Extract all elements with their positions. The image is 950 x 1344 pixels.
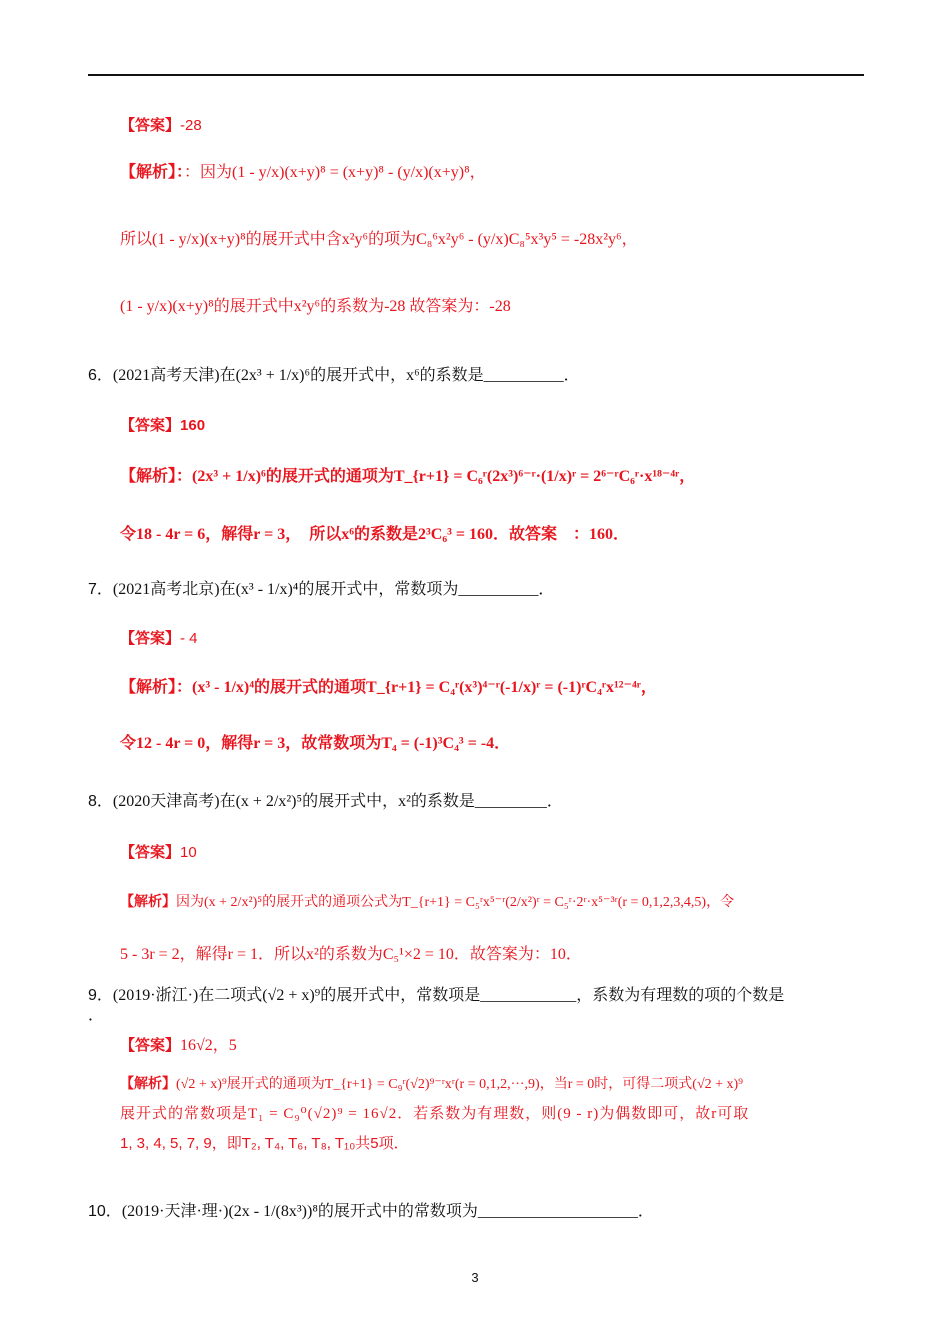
q10-number: 10． [88,1203,122,1220]
q9-analysis: (√2 + x)⁹展开式的通项为T_{r+1} = C₉ʳ(√2)⁹⁻ʳxʳ(r = 0,1,2,···,9)，当r = 0时，可得二项式(√2 + x)⁹ [176,1077,744,1092]
q9-answer-row [120,1035,237,1056]
header-rule [88,74,864,76]
q5-analysis-line1: ：因为(1 - y/x)(x+y)⁸ = (x+y)⁸ - (y/x)(x+y)⁸， [184,164,486,181]
q6-analysis-line2: 令18 - 4r = 6，解得r = 3， 所以x⁶的系数是2³C₆³ = 160．故答案 ：160． [120,526,630,543]
q8-number: 8． [88,793,113,810]
page-number: 3 [471,1270,479,1285]
q7-answer-row [120,628,198,649]
analysis-label: 【解析】： [120,164,185,181]
q8-text: (2020天津高考)在(x + 2/x²)⁵的展开式中，x²的系数是_________． [112,793,563,810]
q9-text: (2019·浙江·)在二项式(√2 + x)⁹的展开式中，常数项是____________，系数为有理数的项的个数是 [112,987,785,1004]
q8-answer-row [120,842,197,863]
answer-label: 【答案】 [120,1037,181,1054]
q8-question [88,792,563,812]
q9-number: 9． [88,987,113,1004]
q9-question-end: ． [88,1007,105,1024]
analysis-label: 【解析】 [120,1075,176,1091]
q7-analysis-line2: 令12 - 4r = 0，解得r = 3，故常数项为T₄ = (-1)³C₄³ = -4． [120,735,511,752]
q6-text: (2021高考天津)在(2x³ + 1/x)⁶的展开式中，x⁶的系数是__________． [112,367,580,384]
q7-question [88,580,554,600]
q6-number: 6． [88,367,113,384]
analysis-label: 【解析】： [120,468,193,485]
q7-text: (2021高考北京)在(x³ - 1/x)⁴的展开式中，常数项为__________． [112,581,555,598]
q8-analysis-line2: 5 - 3r = 2，解得r = 1．所以x²的系数为C₅¹×2 = 10．故答案为：10． [120,946,582,963]
q5-analysis-row [120,163,486,183]
q5-answer: -28 [180,117,202,134]
q6-answer: 160 [180,417,206,434]
q7-analysis-row [120,678,657,698]
q10-question [88,1202,654,1222]
q8-analysis: 因为(x + 2/x²)⁵的展开式的通项公式为T_{r+1} = C₅ʳx⁵⁻ʳ(2/x²)ʳ = C₅ʳ·2ʳ·x⁵⁻³ʳ(r = 0,1,2,3,4,5)，令 [176,895,735,910]
answer-label: 【答案】 [120,844,181,861]
q9-question [88,986,784,1006]
q6-answer-row [120,415,205,436]
q5-answer-row [120,115,202,136]
q6-question [88,366,580,386]
q7-analysis: (x³ - 1/x)⁴的展开式的通项T_{r+1} = C₄ʳ(x³)⁴⁻ʳ(-1/x)ʳ = (-1)ʳC₄ʳx¹²⁻⁴ʳ， [192,679,657,696]
q8-answer: 10 [180,844,197,861]
answer-label: 【答案】 [120,630,181,647]
analysis-label: 【解析】 [120,893,176,909]
answer-label: 【答案】 [120,117,181,134]
q6-analysis: (2x³ + 1/x)⁶的展开式的通项为T_{r+1} = C₆ʳ(2x³)⁶⁻ʳ·(1/x)ʳ = 2⁶⁻ʳC₆ʳ·x¹⁸⁻⁴ʳ， [192,468,696,485]
q5-analysis-line3: (1 - y/x)(x+y)⁸的展开式中x²y⁶的系数为-28 故答案为：-28 [120,298,511,315]
q7-number: 7． [88,581,113,598]
q5-analysis-line2: 所以(1 - y/x)(x+y)⁸的展开式中含x²y⁶的项为C₈⁶x²y⁶ - (y/x)C₈⁵x³y⁵ = -28x²y⁶， [120,231,638,248]
analysis-label: 【解析】： [120,679,193,696]
q9-analysis-line3: 1, 3, 4, 5, 7, 9，即T₂, T₄, T₆, T₈, T₁₀共5项． [120,1135,409,1152]
q9-analysis-row [120,1073,743,1095]
q10-text: (2019·天津·理·)(2x - 1/(8x³))⁸的展开式中的常数项为____________________． [121,1203,654,1220]
q8-analysis-row [120,891,734,913]
answer-label: 【答案】 [120,417,181,434]
q9-analysis-line2: 展开式的常数项是T₁ = C₉⁰(√2)⁹ = 16√2．若系数为有理数，则(9 - r)为偶数即可，故r可取 [120,1106,750,1122]
q6-analysis-row [120,467,695,487]
q9-answer: 16√2，5 [180,1037,237,1054]
q7-answer: - 4 [180,630,198,647]
